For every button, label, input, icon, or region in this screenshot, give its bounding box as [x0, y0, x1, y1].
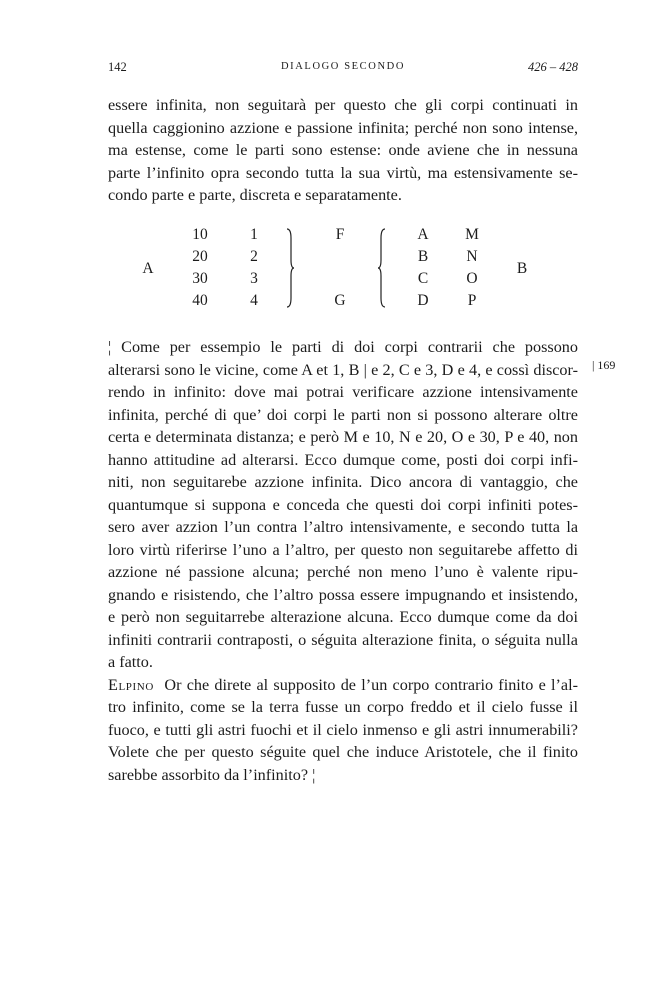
diagram-mid-label: G	[334, 292, 346, 309]
diagram-value: B	[417, 248, 429, 265]
diagram-value: 2	[250, 248, 258, 265]
text-line: Volete che per questo séguite quel che induce Aristotele, che il finito	[108, 743, 578, 761]
diagram-value: M	[465, 226, 479, 243]
diagram-value: O	[466, 270, 478, 287]
text-line: parte l’infinito opra secondo tutta la sua virtù, ma estensivamente se-	[108, 163, 578, 182]
text-line: tro infinito, come se la terra fusse un corpo freddo et il cielo fusse il	[108, 698, 578, 716]
elpino-first-line	[108, 674, 578, 697]
text-line: sarebbe assorbito da l’infinito? ¦	[108, 765, 316, 784]
text-line: e però non seguitarrebe alterazione alcuna. Ecco dumque come da doi	[108, 608, 578, 626]
diagram-left-label: A	[142, 260, 154, 277]
text-line: sero aver azzion l’un contra l’altro intensivamente, e secondo tutta la	[108, 518, 578, 536]
text-line: essere infinita, non seguitarà per questo che gli corpi continuati in	[108, 96, 578, 114]
diagram-value: 20	[192, 248, 208, 265]
text-line: infinita, perché di que’ doi corpi le parti non si possono alterare oltre	[108, 405, 578, 424]
text-line: infiniti contrarii contraposti, o séguita alterazione finita, o séguita nulla	[108, 630, 578, 649]
text-line: certa e determinata distanza; e però M e 10, N e 20, O e 30, P e 40, non	[108, 428, 578, 446]
text-line: quantumque si suppona e conceda che questi doi corpi infiniti potes-	[108, 495, 578, 514]
diagram-mid-label: F	[335, 226, 345, 243]
diagram-value: A	[417, 226, 429, 243]
text-line: niti, non seguitarebe azzione infinita. Dico ancora di vantaggio, che	[108, 473, 578, 491]
text-line: hanno attitudine ad alterarsi. Ecco dumque come, posti doi corpi infi-	[108, 450, 578, 469]
right-brace-icon	[284, 228, 296, 308]
bottom-paragraph	[108, 336, 578, 786]
text-line: ¦ Come per essempio le parti di doi corpi contrarii che possono	[108, 338, 578, 356]
diagram-right-label: B	[516, 260, 528, 277]
bodies-diagram	[108, 226, 578, 314]
running-head	[108, 60, 578, 78]
running-title: DIALOGO SECONDO	[280, 61, 406, 72]
diagram-value: 10	[192, 226, 208, 243]
diagram-value: 30	[192, 270, 208, 287]
diagram-value: D	[417, 292, 429, 309]
text-line: Or che direte al supposito de l’un corpo contrario finito e l’al-	[164, 675, 578, 694]
text-line: loro virtù riferirse l’uno a l’altro, per questo non seguitarebe affetto di	[108, 540, 578, 559]
text-line: a fatto.	[108, 653, 153, 671]
text-line: quella caggionino azzione e passione infinita; perché non sono intense,	[108, 118, 578, 137]
text-line: rendo in infinito: dove mai potrai verificare azzione intensivamente	[108, 383, 578, 401]
text-line: gnando e risistendo, che l’altro possa essere impugnando et insistendo,	[108, 585, 578, 604]
text-line: ma estense, come le parti sono estense: onde aviene che in nessuna	[108, 141, 578, 159]
diagram-value: C	[417, 270, 429, 287]
section-range: 426 – 428	[528, 60, 578, 74]
speaker-name: Elpino	[108, 675, 154, 694]
diagram-value: 40	[192, 292, 208, 309]
left-brace-icon	[376, 228, 388, 308]
text-line: alterarsi sono le vicine, come A et 1, B | e 2, C e 3, D e 4, e cossì discor-	[108, 360, 578, 379]
margin-page-reference: | 169	[592, 358, 616, 372]
text-line: condo parte e parte, discreta e separatamente.	[108, 186, 402, 204]
diagram-value: 1	[250, 226, 258, 243]
diagram-value: N	[466, 248, 478, 265]
text-line: azzione né passione alcuna; perché non meno l’uno è valente ripu-	[108, 563, 578, 581]
diagram-value: P	[467, 292, 477, 309]
diagram-value: 3	[250, 270, 258, 287]
diagram-value: 4	[250, 292, 258, 309]
text-line: fuoco, e tutti gli astri fuochi et il cielo inmenso e gli astri innumerabili?	[108, 720, 578, 739]
top-paragraph	[108, 94, 578, 207]
page-number: 142	[108, 60, 127, 74]
